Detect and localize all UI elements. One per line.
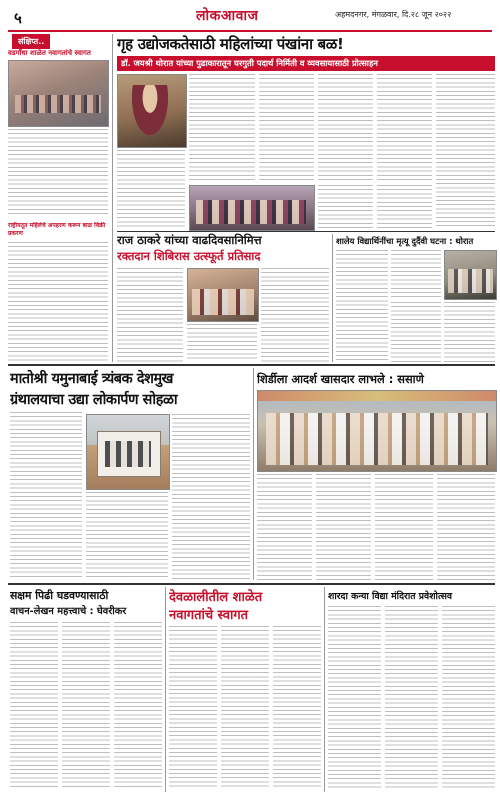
masthead-rule [8,30,492,32]
lead-text-col4 [377,74,432,182]
bottom3-text-col3 [442,606,495,790]
blood-headline-line2: रक्तदान शिबिरास उत्स्फूर्त प्रतिसाद [117,249,261,263]
matoshri-photo [86,414,170,490]
sidebar-item1-title: वडगाँधा शाळेत नवागतांचे स्वागत [8,49,91,57]
blood-text-col3 [261,268,329,362]
sidebar-item2-text [8,242,108,363]
bottom2-text-col1 [169,626,217,790]
school-text-col2 [391,250,441,298]
bottom2-headline-line2: नवागतांचे स्वागत [169,608,249,623]
bottom1-text-col1 [10,622,58,790]
shirdi-text-col4 [437,474,495,580]
shirdi-headline: शिर्डीला आदर्श खासदार लाभले : ससाणे [257,372,424,386]
bottom1-headline-line1: सक्षम पिढी घडवण्यासाठी [10,589,109,602]
school-text-col1 [336,250,388,362]
shirdi-text-col3 [375,474,433,580]
matoshri-text-col3 [172,414,250,580]
bottom1-headline-line2: वाचन-लेखन महत्त्वाचे : घेवरीकर [10,606,127,617]
matoshri-text-col2 [86,492,168,580]
page-number: ५ [14,9,22,27]
school-headline: शालेय विद्यार्थिनींचा मृत्यू दुर्दैवी घटना : थोरात [336,236,474,246]
blood-text-col1 [117,268,183,362]
bottom3-text-col2 [385,606,438,790]
lead-text-col3 [318,74,373,182]
matoshri-text-col1 [10,412,82,580]
sidebar-heading: संक्षिप्त.. [12,34,50,49]
school-photo [444,250,497,300]
bottom1-text-col2 [62,622,110,790]
lead-subhead-band [117,56,495,71]
school-text-col2b [391,302,441,362]
shirdi-text-col2 [316,474,371,580]
lead-text-col3b [318,185,373,229]
masthead-logo: लोकआवाज [196,8,259,24]
lead-headline: गृह उद्योजकतेसाठी महिलांच्या पंखांना बळ! [117,35,344,53]
lead-subhead: डॉ. जयश्री थोरात यांच्या पुढाकारातून घरगुती पदार्थ निर्मिती व व्यवसायासाठी प्रोत्साहन [121,58,378,68]
school-text-col3 [444,302,495,362]
bottom2-text-col2 [221,626,269,790]
sidebar-item1-text [8,129,108,217]
sidebar [8,33,108,363]
shirdi-photo [257,390,497,472]
matoshri-headline-line1: मातोश्री यमुनाबाई त्र्यंबक देशमुख [10,371,174,387]
date-line: अहमदनगर, मंगळवार, दि.२८ जून २०२२ [335,10,452,19]
bottom3-text-col1 [328,606,381,790]
matoshri-headline-line2: ग्रंथालयाचा उद्या लोकार्पण सोहळा [10,392,178,408]
sidebar-item2-title: राष्ट्रीयतूत महिलेचे अपहरण करून बाळ विक्री प्रकरण [8,222,106,237]
bottom2-text-col3 [273,626,321,790]
lead-text-under-photo [117,150,185,229]
lead-photo-left [117,74,187,148]
sidebar-photo [8,60,109,127]
lead-photo-center [189,185,315,231]
lead-text-col5 [436,74,495,229]
lead-text-col2 [259,74,314,182]
bottom3-headline: शारदा कन्या विद्या मंदिरात प्रवेशोत्सव [328,591,453,602]
blood-photo [187,268,259,322]
blood-text-col2 [187,324,257,362]
blood-headline-line1: राज ठाकरे यांच्या वाढदिवसानिमित्त [117,233,262,247]
masthead [0,0,500,32]
bottom2-headline-line1: देवळालीतील शाळेत [169,590,263,605]
bottom1-text-col3 [114,622,162,790]
lead-text-col4b [377,185,432,229]
lead-text-col1 [189,74,255,182]
shirdi-text-col1 [257,474,312,580]
